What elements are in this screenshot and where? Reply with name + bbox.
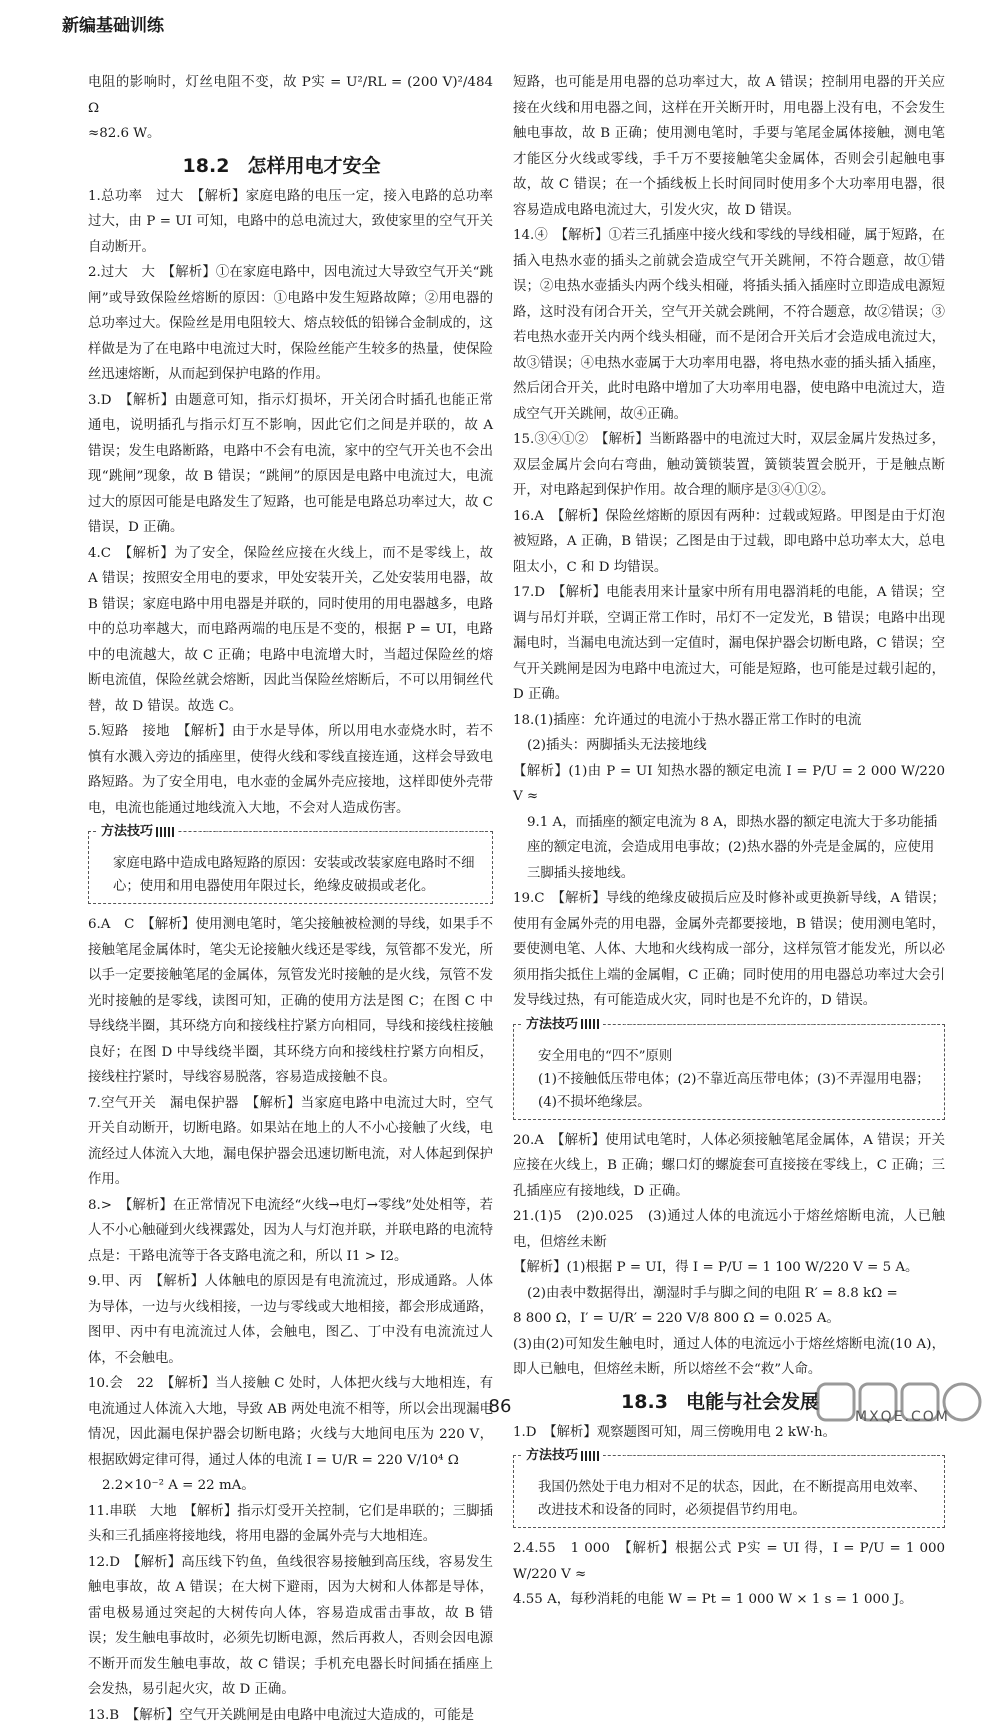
speaker-icon xyxy=(581,1019,599,1029)
answer-item: 2.4.55 1 000 【解析】根据公式 P实 = UI 得，I = P/U = 1 000 W/220 V ≈ xyxy=(513,1536,945,1587)
answer-item: 1.总功率 过大 【解析】家庭电路的电压一定，接入电路的总功率过大，由 P = UI 可知，电路中的总电流过大，致使家里的空气开关自动断开。 xyxy=(88,184,493,261)
answer-item: (3)由(2)可知发生触电时，通过人体的电流远小于熔丝熔断电流(10 A)，即人已触电，但熔丝未断，所以熔丝不会“救”人命。 xyxy=(513,1332,945,1383)
tip-text: 家庭电路中造成电路短路的原因：安装或改装家庭电路时不细心；使用和用电器使用年限过长，绝缘皮破损或老化。 xyxy=(113,852,482,898)
answer-item: 1.D 【解析】观察题图可知，周三傍晚用电 2 kW·h。 xyxy=(513,1420,945,1446)
tip-label: 方法技巧 xyxy=(522,1446,603,1466)
tip-text: 我国仍然处于电力相对不足的状态，因此，在不断提高用电效率、改进技术和设备的同时，必须提倡节约用电。 xyxy=(538,1476,934,1522)
answer-item: 5.短路 接地 【解析】由于水是导体，所以用电水壶烧水时，若不慎有水溅入旁边的插座里，使得火线和零线直接连通，这样会导致电路短路。为了安全用电，电水壶的金属外壳应接地，这样即使外壳带电，电流也能通过地线流入大地，不会对人造成伤害。 xyxy=(88,719,493,821)
answer-item: 14.④ 【解析】①若三孔插座中接火线和零线的导线相碰，属于短路，在插入电热水壶的插头之前就会造成空气开关跳闸，不符合题意，故①错误；②电热水壶插头内两个线头相碰，将插头插入插座时立即造成电源短路，这时没有闭合开关，空气开关就会跳闸，不符合题意，故②错误；③若电热水壶开关内两个线头相碰，而不是闭合开关后才会造成电流过大，故③错误；④电热水壶属于大功率用电器，将电热水壶的插头插入插座，然后闭合开关，此时电路中增加了大功率用电器，使电路中电流过大，造成空气开关跳闸，故④正确。 xyxy=(513,223,945,427)
answer-item: 8 800 Ω，I′ = U/R′ = 220 V/8 800 Ω = 0.025 A。 xyxy=(513,1306,945,1332)
answer-item: 20.A 【解析】使用试电笔时，人体必须接触笔尾金属体，A 错误；开关应接在火线上，B 正确；螺口灯的螺旋套可直接接在零线上，C 正确；三孔插座应有接地线，D 正确。 xyxy=(513,1128,945,1205)
speaker-icon xyxy=(581,1451,599,1461)
answer-item: 13.B 【解析】空气开关跳闸是由电路中电流过大造成的，可能是 xyxy=(88,1703,493,1728)
method-tip-box xyxy=(513,1455,945,1528)
answer-item: 4.C 【解析】为了安全，保险丝应接在火线上，而不是零线上，故 A 错误；按照安全用电的要求，甲处安装开关，乙处安装用电器，故 B 错误；家庭电路中用电器是并联的，同时使用的用电器越多，电路中的总功率越大，而电路两端的电压是不变的，根据 P = UI，电路中的电流越大，故 C 正确；电路中电流增大时，当超过保险丝的熔断电流值，保险丝就会熔断，因此当保险丝熔断后，不可以用铜丝代替，故 D 错误。故选 C。 xyxy=(88,541,493,720)
section-number: 18.3 xyxy=(621,1391,668,1413)
section-number: 18.2 xyxy=(183,155,230,177)
method-tip-box xyxy=(88,831,493,904)
tip-label: 方法技巧 xyxy=(522,1015,603,1035)
page-number: 86 xyxy=(0,1394,1000,1420)
tip-divider xyxy=(624,1024,936,1025)
tip-divider xyxy=(199,831,484,832)
left-column xyxy=(88,70,493,1728)
answer-item: 19.C 【解析】导线的绝缘皮破损后应及时修补或更换新导线，A 错误；使用有金属外壳的用电器，金属外壳都要接地，B 错误；使用测电笔时，要使测电笔、人体、大地和火线构成一部分，这样氖管才能发光，所以必须用指尖抵住上端的金属帽，C 正确；同时使用的用电器总功率过大会引发导线过热，有可能造成火灾，同时也是不允许的，D 错误。 xyxy=(513,886,945,1014)
answer-item: 10.会 22 【解析】当人接触 C 处时，人体把火线与大地相连，有电流通过人体流入大地，导致 AB 两处电流不相等，所以会出现漏电情况，因此漏电保护器会切断电路；火线与大地间电压为 220 V，根据欧姆定律可得，通过人体的电流 I = U/R = 220 V/10⁴ Ω xyxy=(88,1371,493,1473)
answer-item: 6.A C 【解析】使用测电笔时，笔尖接触被检测的导线，如果手不接触笔尾金属体时，笔尖无论接触火线还是零线，氖管都不发光，所以手一定要接触笔尾的金属体，氖管发光时接触的是火线，氖管不发光时接触的是零线，读图可知，正确的使用方法是图 C；在图 C 中导线绕半圈，其环绕方向和接线柱拧紧方向相同，导线和接线柱接触良好；在图 D 中导线绕半圈，其环绕方向和接线柱拧紧方向相反，接线柱拧紧时，导线容易脱落，容易造成接触不良。 xyxy=(88,912,493,1091)
answer-item: 17.D 【解析】电能表用来计量家中所有用电器消耗的电能，A 错误；空调与吊灯并联，空调正常工作时，吊灯不一定发光，B 错误；电路中出现漏电时，当漏电电流达到一定值时，漏电保护器会切断电路，C 错误；空气开关跳闸是因为电路中电流过大，可能是短路，也可能是过载引起的，D 正确。 xyxy=(513,580,945,708)
tip-text: 安全用电的“四不”原则 xyxy=(538,1045,934,1068)
answer-item: 【解析】(1)根据 P = UI，得 I = P/U = 1 100 W/220 V = 5 A。 xyxy=(513,1255,945,1281)
answer-item: 9.1 A，而插座的额定电流为 8 A，即热水器的额定电流大于多功能插座的额定电流，会造成用电事故；(2)热水器的外壳是金属的，应使用三脚插头接地线。 xyxy=(513,810,945,887)
section-title xyxy=(88,148,493,184)
answer-item: 12.D 【解析】高压线下钓鱼，鱼线很容易接触到高压线，容易发生触电事故，故 A 错误；在大树下避雨，因为大树和人体都是导体，雷电极易通过突起的大树传向人体，容易造成雷击事故，故 B 错误；发生触电事故时，必须先切断电源，然后再救人，否则会因电源不断开而发生触电事故，故 C 错误；手机充电器长时间插在插座上会发热，易引起火灾，故 D 正确。 xyxy=(88,1550,493,1703)
intro-line: 电阻的影响时，灯丝电阻不变，故 P实 = U²/RL = (200 V)²/484 Ω xyxy=(88,70,493,121)
answer-item: 4.55 A，每秒消耗的电能 W = Pt = 1 000 W × 1 s = 1 000 J。 xyxy=(513,1587,945,1613)
answer-item: (2)插头：两脚插头无法接地线 xyxy=(513,733,945,759)
answer-item: 【解析】(1)由 P = UI 知热水器的额定电流 I = P/U = 2 000 W/220 V ≈ xyxy=(513,759,945,810)
section-heading: 怎样用电才安全 xyxy=(247,155,380,177)
speaker-icon xyxy=(156,827,174,837)
answer-item: 11.串联 大地 【解析】指示灯受开关控制，它们是串联的；三脚插头和三孔插座将接地线，将用电器的金属外壳与大地相连。 xyxy=(88,1499,493,1550)
tip-text: (1)不接触低压带电体；(2)不靠近高压带电体；(3)不弄湿用电器；(4)不损坏绝缘层。 xyxy=(538,1068,934,1114)
answer-item: 15.③④①② 【解析】当断路器中的电流过大时，双层金属片发热过多，双层金属片会向右弯曲，触动簧锁装置，簧锁装置会脱开，于是触点断开，对电路起到保护作用。故合理的顺序是③④①②。 xyxy=(513,427,945,504)
answer-item: 短路，也可能是用电器的总功率过大，故 A 错误；控制用电器的开关应接在火线和用电器之间，这样在开关断开时，用电器上没有电，不会发生触电事故，故 B 正确；使用测电笔时，手要与笔尾金属体接触，测电笔才能区分火线或零线，手千万不要接触笔尖金属体，否则会引起触电事故，故 C 错误；在一个插线板上长时间同时使用多个大功率用电器，很容易造成电路电流过大，引发火灾，故 D 错误。 xyxy=(513,70,945,223)
section-heading: 电能与社会发展 xyxy=(686,1391,819,1413)
tip-label: 方法技巧 xyxy=(97,822,178,842)
answer-item: 18.(1)插座：允许通过的电流小于热水器正常工作时的电流 xyxy=(513,708,945,734)
answer-item: 9.甲、丙 【解析】人体触电的原因是有电流流过，形成通路。人体为导体，一边与火线相接，一边与零线或大地相接，都会形成通路，图甲、丙中有电流流过人体，会触电，图乙、丁中没有电流流过人体，不会触电。 xyxy=(88,1269,493,1371)
answer-item: 2.过大 大 【解析】①在家庭电路中，因电流过大导致空气开关“跳闸”或导致保险丝熔断的原因：①电路中发生短路故障；②用电器的总功率过大。保险丝是用电阻较大、熔点较低的铅锑合金制成的，这样做是为了在电路中电流过大时，保险丝能产生较多的热量，使保险丝迅速熔断，从而起到保护电路的作用。 xyxy=(88,260,493,388)
answer-item: 3.D 【解析】由题意可知，指示灯损坏，开关闭合时插孔也能正常通电，说明插孔与指示灯互不影响，因此它们之间是并联的，故 A 错误；发生电路断路，电路中不会有电流，家中的空气开关也不会出现“跳闸”现象，故 B 错误；“跳闸”的原因是电路中电流过大，电流过大的原因可能是电路发生了短路，也可能是电路总功率过大，故 C 错误，D 正确。 xyxy=(88,388,493,541)
answer-item: (2)由表中数据得出，潮湿时手与脚之间的电阻 R′ = 8.8 kΩ = xyxy=(513,1281,945,1307)
answer-item: 7.空气开关 漏电保护器 【解析】当家庭电路中电流过大时，空气开关自动断开，切断电路。如果站在地上的人不小心接触了火线，电流经过人体流入大地，漏电保护器会迅速切断电流，对人体起到保护作用。 xyxy=(88,1091,493,1193)
watermark-text: MXQE.COM xyxy=(855,1405,950,1431)
intro-line: ≈82.6 W。 xyxy=(88,121,493,147)
method-tip-box xyxy=(513,1024,945,1120)
answer-item: 2.2×10⁻² A = 22 mA。 xyxy=(88,1473,493,1499)
tip-divider xyxy=(624,1455,936,1456)
answer-item: 21.(1)5 (2)0.025 (3)通过人体的电流远小于熔丝熔断电流，人已触电，但熔丝未断 xyxy=(513,1204,945,1255)
book-title: 新编基础训练 xyxy=(62,14,164,40)
answer-item: 8.> 【解析】在正常情况下电流经“火线→电灯→零线”处处相等，若人不小心触碰到火线裸露处，因为人与灯泡并联，并联电路的电流特点是：干路电流等于各支路电流之和，所以 I1 > I2。 xyxy=(88,1193,493,1270)
answer-item: 16.A 【解析】保险丝熔断的原因有两种：过载或短路。甲图是由于灯泡被短路，A 正确，B 错误；乙图是由于过载，即电路中总功率太大，总电阻太小，C 和 D 均错误。 xyxy=(513,504,945,581)
